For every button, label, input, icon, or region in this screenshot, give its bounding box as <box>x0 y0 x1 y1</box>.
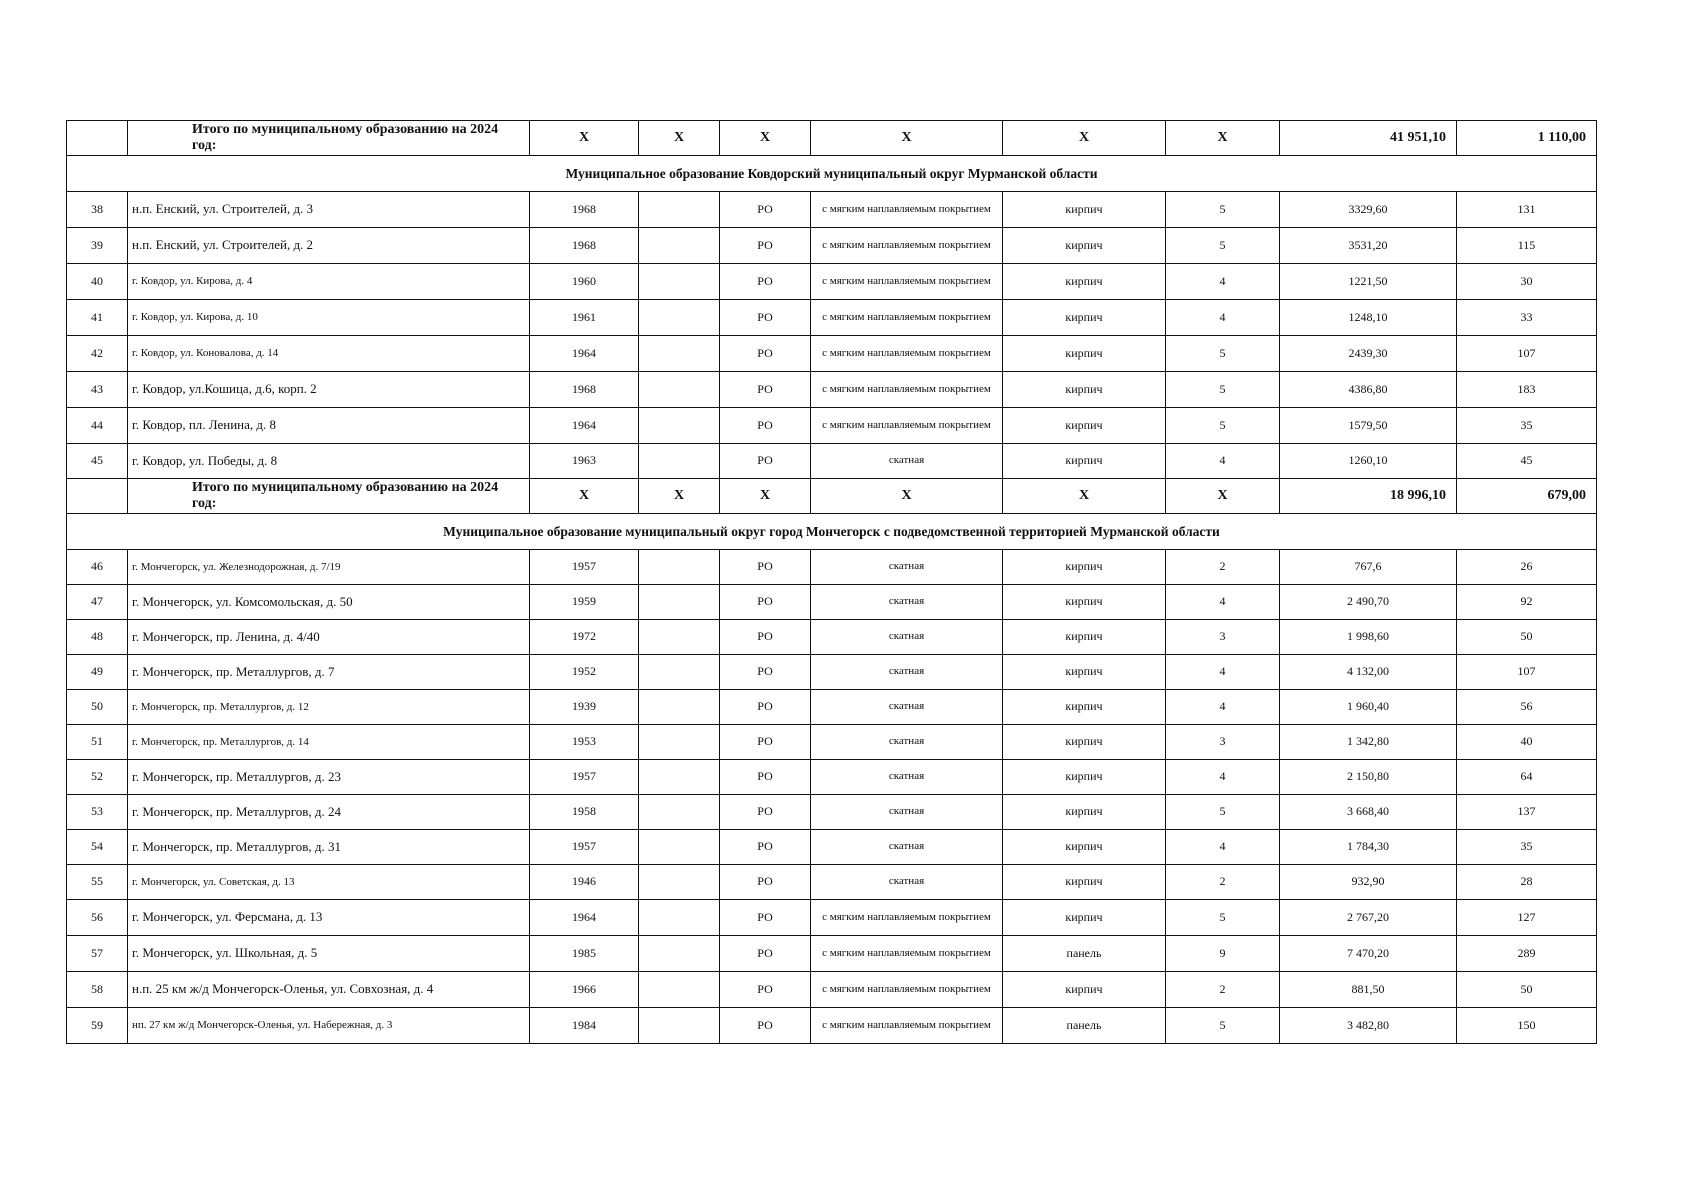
row-number: 45 <box>67 444 128 479</box>
total-x-cell: X <box>639 121 720 156</box>
section-title: Муниципальное образование Ковдорский муниципальный округ Мурманской области <box>67 156 1597 192</box>
roof-type-cell: скатная <box>811 760 1003 795</box>
wall-material-cell: кирпич <box>1003 900 1166 936</box>
wall-material-cell: кирпич <box>1003 336 1166 372</box>
repair-year-cell <box>639 865 720 900</box>
total-area: 41 951,10 <box>1280 121 1457 156</box>
year-built-cell: 1957 <box>530 550 639 585</box>
row-number: 56 <box>67 900 128 936</box>
roof-type-cell: с мягким наплавляемым покрытием <box>811 1008 1003 1044</box>
management-type-cell: РО <box>720 550 811 585</box>
area-cell: 932,90 <box>1280 865 1457 900</box>
year-built-cell: 1964 <box>530 900 639 936</box>
wall-material-cell: кирпич <box>1003 192 1166 228</box>
year-built-cell: 1957 <box>530 760 639 795</box>
roof-type-cell: с мягким наплавляемым покрытием <box>811 900 1003 936</box>
wall-material-cell: кирпич <box>1003 725 1166 760</box>
row-number: 54 <box>67 830 128 865</box>
residents-cell: 45 <box>1457 444 1597 479</box>
residents-cell: 30 <box>1457 264 1597 300</box>
area-cell: 3 668,40 <box>1280 795 1457 830</box>
residents-cell: 289 <box>1457 936 1597 972</box>
table-row <box>67 655 1597 690</box>
address-cell: г. Мончегорск, пр. Металлургов, д. 12 <box>128 690 530 725</box>
wall-material-cell: кирпич <box>1003 865 1166 900</box>
floors-cell: 5 <box>1166 1008 1280 1044</box>
residents-cell: 150 <box>1457 1008 1597 1044</box>
year-built-cell: 1959 <box>530 585 639 620</box>
address-cell: н.п. Енский, ул. Строителей, д. 2 <box>128 228 530 264</box>
roof-type-cell: скатная <box>811 444 1003 479</box>
address-cell: г. Ковдор, ул. Коновалова, д. 14 <box>128 336 530 372</box>
roof-type-cell: скатная <box>811 690 1003 725</box>
roof-type-cell: скатная <box>811 865 1003 900</box>
residents-cell: 35 <box>1457 830 1597 865</box>
area-cell: 1248,10 <box>1280 300 1457 336</box>
table-row <box>67 620 1597 655</box>
area-cell: 1 960,40 <box>1280 690 1457 725</box>
floors-cell: 4 <box>1166 655 1280 690</box>
repair-year-cell <box>639 725 720 760</box>
floors-cell: 2 <box>1166 972 1280 1008</box>
repair-year-cell <box>639 372 720 408</box>
year-built-cell: 1964 <box>530 336 639 372</box>
address-cell: г. Мончегорск, пр. Металлургов, д. 14 <box>128 725 530 760</box>
row-number: 55 <box>67 865 128 900</box>
row-number: 50 <box>67 690 128 725</box>
section-title: Муниципальное образование муниципальный округ город Мончегорск с подведомственной территорией Мурманской области <box>67 514 1597 550</box>
residents-cell: 115 <box>1457 228 1597 264</box>
table-row <box>67 372 1597 408</box>
row-number: 58 <box>67 972 128 1008</box>
roof-type-cell: с мягким наплавляемым покрытием <box>811 228 1003 264</box>
management-type-cell: РО <box>720 300 811 336</box>
year-built-cell: 1964 <box>530 408 639 444</box>
row-number: 47 <box>67 585 128 620</box>
address-cell: г. Мончегорск, ул. Школьная, д. 5 <box>128 936 530 972</box>
section-header-kovdor <box>67 156 1597 192</box>
residents-cell: 131 <box>1457 192 1597 228</box>
repair-year-cell <box>639 1008 720 1044</box>
floors-cell: 5 <box>1166 228 1280 264</box>
total-x-cell: X <box>1003 479 1166 514</box>
management-type-cell: РО <box>720 1008 811 1044</box>
wall-material-cell: кирпич <box>1003 655 1166 690</box>
table-row <box>67 550 1597 585</box>
total-blank-cell <box>67 121 128 156</box>
repair-year-cell <box>639 408 720 444</box>
management-type-cell: РО <box>720 264 811 300</box>
floors-cell: 2 <box>1166 865 1280 900</box>
management-type-cell: РО <box>720 372 811 408</box>
total-area: 18 996,10 <box>1280 479 1457 514</box>
total-x-cell: X <box>811 121 1003 156</box>
floors-cell: 3 <box>1166 725 1280 760</box>
management-type-cell: РО <box>720 972 811 1008</box>
total-x-cell: X <box>1003 121 1166 156</box>
residents-cell: 107 <box>1457 336 1597 372</box>
repair-year-cell <box>639 655 720 690</box>
roof-type-cell: скатная <box>811 620 1003 655</box>
management-type-cell: РО <box>720 690 811 725</box>
row-number: 57 <box>67 936 128 972</box>
row-number: 46 <box>67 550 128 585</box>
repair-year-cell <box>639 972 720 1008</box>
address-cell: г. Мончегорск, пр. Металлургов, д. 7 <box>128 655 530 690</box>
table-row <box>67 972 1597 1008</box>
area-cell: 1 342,80 <box>1280 725 1457 760</box>
wall-material-cell: кирпич <box>1003 444 1166 479</box>
residents-cell: 40 <box>1457 725 1597 760</box>
roof-type-cell: с мягким наплавляемым покрытием <box>811 408 1003 444</box>
total-x-cell: X <box>530 479 639 514</box>
area-cell: 3531,20 <box>1280 228 1457 264</box>
table-row <box>67 336 1597 372</box>
residents-cell: 26 <box>1457 550 1597 585</box>
total-label: Итого по муниципальному образованию на 2024 год: <box>128 479 530 514</box>
address-cell: г. Мончегорск, ул. Комсомольская, д. 50 <box>128 585 530 620</box>
repair-year-cell <box>639 550 720 585</box>
row-number: 43 <box>67 372 128 408</box>
floors-cell: 4 <box>1166 830 1280 865</box>
floors-cell: 4 <box>1166 444 1280 479</box>
roof-type-cell: скатная <box>811 830 1003 865</box>
residents-cell: 56 <box>1457 690 1597 725</box>
residents-cell: 137 <box>1457 795 1597 830</box>
address-cell: г. Мончегорск, пр. Металлургов, д. 23 <box>128 760 530 795</box>
management-type-cell: РО <box>720 408 811 444</box>
year-built-cell: 1966 <box>530 972 639 1008</box>
floors-cell: 5 <box>1166 336 1280 372</box>
area-cell: 1260,10 <box>1280 444 1457 479</box>
roof-type-cell: скатная <box>811 585 1003 620</box>
management-type-cell: РО <box>720 444 811 479</box>
table-row <box>67 690 1597 725</box>
total-residents: 679,00 <box>1457 479 1597 514</box>
wall-material-cell: кирпич <box>1003 228 1166 264</box>
table-row <box>67 585 1597 620</box>
residents-cell: 183 <box>1457 372 1597 408</box>
year-built-cell: 1961 <box>530 300 639 336</box>
floors-cell: 5 <box>1166 795 1280 830</box>
area-cell: 1 998,60 <box>1280 620 1457 655</box>
repair-year-cell <box>639 936 720 972</box>
residents-cell: 35 <box>1457 408 1597 444</box>
wall-material-cell: кирпич <box>1003 795 1166 830</box>
roof-type-cell: с мягким наплавляемым покрытием <box>811 972 1003 1008</box>
floors-cell: 4 <box>1166 585 1280 620</box>
year-built-cell: 1953 <box>530 725 639 760</box>
address-cell: г. Мончегорск, ул. Ферсмана, д. 13 <box>128 900 530 936</box>
area-cell: 1221,50 <box>1280 264 1457 300</box>
repair-year-cell <box>639 300 720 336</box>
repair-year-cell <box>639 585 720 620</box>
address-cell: г. Ковдор, пл. Ленина, д. 8 <box>128 408 530 444</box>
area-cell: 2 767,20 <box>1280 900 1457 936</box>
area-cell: 7 470,20 <box>1280 936 1457 972</box>
area-cell: 2 490,70 <box>1280 585 1457 620</box>
year-built-cell: 1968 <box>530 192 639 228</box>
row-number: 40 <box>67 264 128 300</box>
row-number: 38 <box>67 192 128 228</box>
row-number: 44 <box>67 408 128 444</box>
management-type-cell: РО <box>720 655 811 690</box>
year-built-cell: 1968 <box>530 228 639 264</box>
table-row <box>67 264 1597 300</box>
table-row <box>67 192 1597 228</box>
area-cell: 3 482,80 <box>1280 1008 1457 1044</box>
total-blank-cell <box>67 479 128 514</box>
wall-material-cell: кирпич <box>1003 408 1166 444</box>
table-row <box>67 865 1597 900</box>
roof-type-cell: с мягким наплавляемым покрытием <box>811 336 1003 372</box>
table-row <box>67 830 1597 865</box>
wall-material-cell: кирпич <box>1003 690 1166 725</box>
residents-cell: 127 <box>1457 900 1597 936</box>
wall-material-cell: кирпич <box>1003 585 1166 620</box>
management-type-cell: РО <box>720 725 811 760</box>
wall-material-cell: кирпич <box>1003 760 1166 795</box>
address-cell: г. Мончегорск, ул. Железнодорожная, д. 7/19 <box>128 550 530 585</box>
wall-material-cell: кирпич <box>1003 372 1166 408</box>
wall-material-cell: кирпич <box>1003 300 1166 336</box>
row-number: 41 <box>67 300 128 336</box>
address-cell: г. Ковдор, ул. Кирова, д. 10 <box>128 300 530 336</box>
area-cell: 881,50 <box>1280 972 1457 1008</box>
floors-cell: 9 <box>1166 936 1280 972</box>
floors-cell: 4 <box>1166 690 1280 725</box>
residents-cell: 64 <box>1457 760 1597 795</box>
management-type-cell: РО <box>720 760 811 795</box>
total-x-cell: X <box>720 479 811 514</box>
section-header-monchegorsk <box>67 514 1597 550</box>
roof-type-cell: скатная <box>811 725 1003 760</box>
table-row <box>67 300 1597 336</box>
residents-cell: 50 <box>1457 620 1597 655</box>
floors-cell: 5 <box>1166 192 1280 228</box>
year-built-cell: 1939 <box>530 690 639 725</box>
floors-cell: 5 <box>1166 900 1280 936</box>
table-row <box>67 408 1597 444</box>
management-type-cell: РО <box>720 228 811 264</box>
floors-cell: 2 <box>1166 550 1280 585</box>
total-x-cell: X <box>639 479 720 514</box>
floors-cell: 5 <box>1166 372 1280 408</box>
wall-material-cell: кирпич <box>1003 620 1166 655</box>
total-x-cell: X <box>1166 479 1280 514</box>
address-cell: г. Мончегорск, ул. Советская, д. 13 <box>128 865 530 900</box>
total-label: Итого по муниципальному образованию на 2024 год: <box>128 121 530 156</box>
row-number: 51 <box>67 725 128 760</box>
roof-type-cell: скатная <box>811 795 1003 830</box>
area-cell: 1 784,30 <box>1280 830 1457 865</box>
floors-cell: 3 <box>1166 620 1280 655</box>
residents-cell: 50 <box>1457 972 1597 1008</box>
roof-type-cell: с мягким наплавляемым покрытием <box>811 936 1003 972</box>
floors-cell: 4 <box>1166 760 1280 795</box>
row-number: 52 <box>67 760 128 795</box>
management-type-cell: РО <box>720 830 811 865</box>
row-number: 53 <box>67 795 128 830</box>
address-cell: н.п. Енский, ул. Строителей, д. 3 <box>128 192 530 228</box>
management-type-cell: РО <box>720 795 811 830</box>
repair-year-cell <box>639 444 720 479</box>
repair-year-cell <box>639 795 720 830</box>
area-cell: 2439,30 <box>1280 336 1457 372</box>
row-number: 48 <box>67 620 128 655</box>
roof-type-cell: с мягким наплавляемым покрытием <box>811 300 1003 336</box>
row-number: 42 <box>67 336 128 372</box>
residents-cell: 33 <box>1457 300 1597 336</box>
repair-year-cell <box>639 228 720 264</box>
repair-year-cell <box>639 336 720 372</box>
year-built-cell: 1960 <box>530 264 639 300</box>
floors-cell: 4 <box>1166 300 1280 336</box>
residents-cell: 92 <box>1457 585 1597 620</box>
floors-cell: 5 <box>1166 408 1280 444</box>
roof-type-cell: скатная <box>811 655 1003 690</box>
address-cell: г. Ковдор, ул.Кошица, д.6, корп. 2 <box>128 372 530 408</box>
address-cell: г. Мончегорск, пр. Металлургов, д. 24 <box>128 795 530 830</box>
row-number: 39 <box>67 228 128 264</box>
wall-material-cell: кирпич <box>1003 830 1166 865</box>
address-cell: г. Ковдор, ул. Победы, д. 8 <box>128 444 530 479</box>
year-built-cell: 1957 <box>530 830 639 865</box>
year-built-cell: 1985 <box>530 936 639 972</box>
wall-material-cell: кирпич <box>1003 550 1166 585</box>
table-row <box>67 760 1597 795</box>
year-built-cell: 1984 <box>530 1008 639 1044</box>
year-built-cell: 1952 <box>530 655 639 690</box>
repair-year-cell <box>639 690 720 725</box>
management-type-cell: РО <box>720 192 811 228</box>
wall-material-cell: кирпич <box>1003 972 1166 1008</box>
address-cell: г. Ковдор, ул. Кирова, д. 4 <box>128 264 530 300</box>
address-cell: н.п. 25 км ж/д Мончегорск-Оленья, ул. Совхозная, д. 4 <box>128 972 530 1008</box>
table-row <box>67 444 1597 479</box>
wall-material-cell: панель <box>1003 936 1166 972</box>
address-cell: г. Мончегорск, пр. Металлургов, д. 31 <box>128 830 530 865</box>
total-row-previous <box>67 121 1597 156</box>
management-type-cell: РО <box>720 865 811 900</box>
total-x-cell: X <box>1166 121 1280 156</box>
year-built-cell: 1963 <box>530 444 639 479</box>
roof-type-cell: с мягким наплавляемым покрытием <box>811 192 1003 228</box>
area-cell: 2 150,80 <box>1280 760 1457 795</box>
floors-cell: 4 <box>1166 264 1280 300</box>
repair-year-cell <box>639 264 720 300</box>
area-cell: 3329,60 <box>1280 192 1457 228</box>
total-residents: 1 110,00 <box>1457 121 1597 156</box>
residents-cell: 107 <box>1457 655 1597 690</box>
repair-year-cell <box>639 760 720 795</box>
total-x-cell: X <box>530 121 639 156</box>
total-row <box>67 479 1597 514</box>
total-x-cell: X <box>720 121 811 156</box>
row-number: 59 <box>67 1008 128 1044</box>
table-row <box>67 900 1597 936</box>
residents-cell: 28 <box>1457 865 1597 900</box>
year-built-cell: 1958 <box>530 795 639 830</box>
wall-material-cell: кирпич <box>1003 264 1166 300</box>
repair-year-cell <box>639 620 720 655</box>
area-cell: 767,6 <box>1280 550 1457 585</box>
row-number: 49 <box>67 655 128 690</box>
management-type-cell: РО <box>720 900 811 936</box>
roof-type-cell: с мягким наплавляемым покрытием <box>811 372 1003 408</box>
management-type-cell: РО <box>720 936 811 972</box>
wall-material-cell: панель <box>1003 1008 1166 1044</box>
roof-type-cell: с мягким наплавляемым покрытием <box>811 264 1003 300</box>
repair-year-cell <box>639 192 720 228</box>
repair-year-cell <box>639 900 720 936</box>
year-built-cell: 1968 <box>530 372 639 408</box>
housing-register-table <box>66 120 1597 1044</box>
area-cell: 4386,80 <box>1280 372 1457 408</box>
year-built-cell: 1972 <box>530 620 639 655</box>
total-x-cell: X <box>811 479 1003 514</box>
address-cell: г. Мончегорск, пр. Ленина, д. 4/40 <box>128 620 530 655</box>
table-row <box>67 725 1597 760</box>
table-row <box>67 936 1597 972</box>
area-cell: 1579,50 <box>1280 408 1457 444</box>
management-type-cell: РО <box>720 336 811 372</box>
address-cell: нп. 27 км ж/д Мончегорск-Оленья, ул. Набережная, д. 3 <box>128 1008 530 1044</box>
table-row <box>67 795 1597 830</box>
table-row <box>67 1008 1597 1044</box>
management-type-cell: РО <box>720 620 811 655</box>
management-type-cell: РО <box>720 585 811 620</box>
repair-year-cell <box>639 830 720 865</box>
area-cell: 4 132,00 <box>1280 655 1457 690</box>
year-built-cell: 1946 <box>530 865 639 900</box>
table-row <box>67 228 1597 264</box>
roof-type-cell: скатная <box>811 550 1003 585</box>
